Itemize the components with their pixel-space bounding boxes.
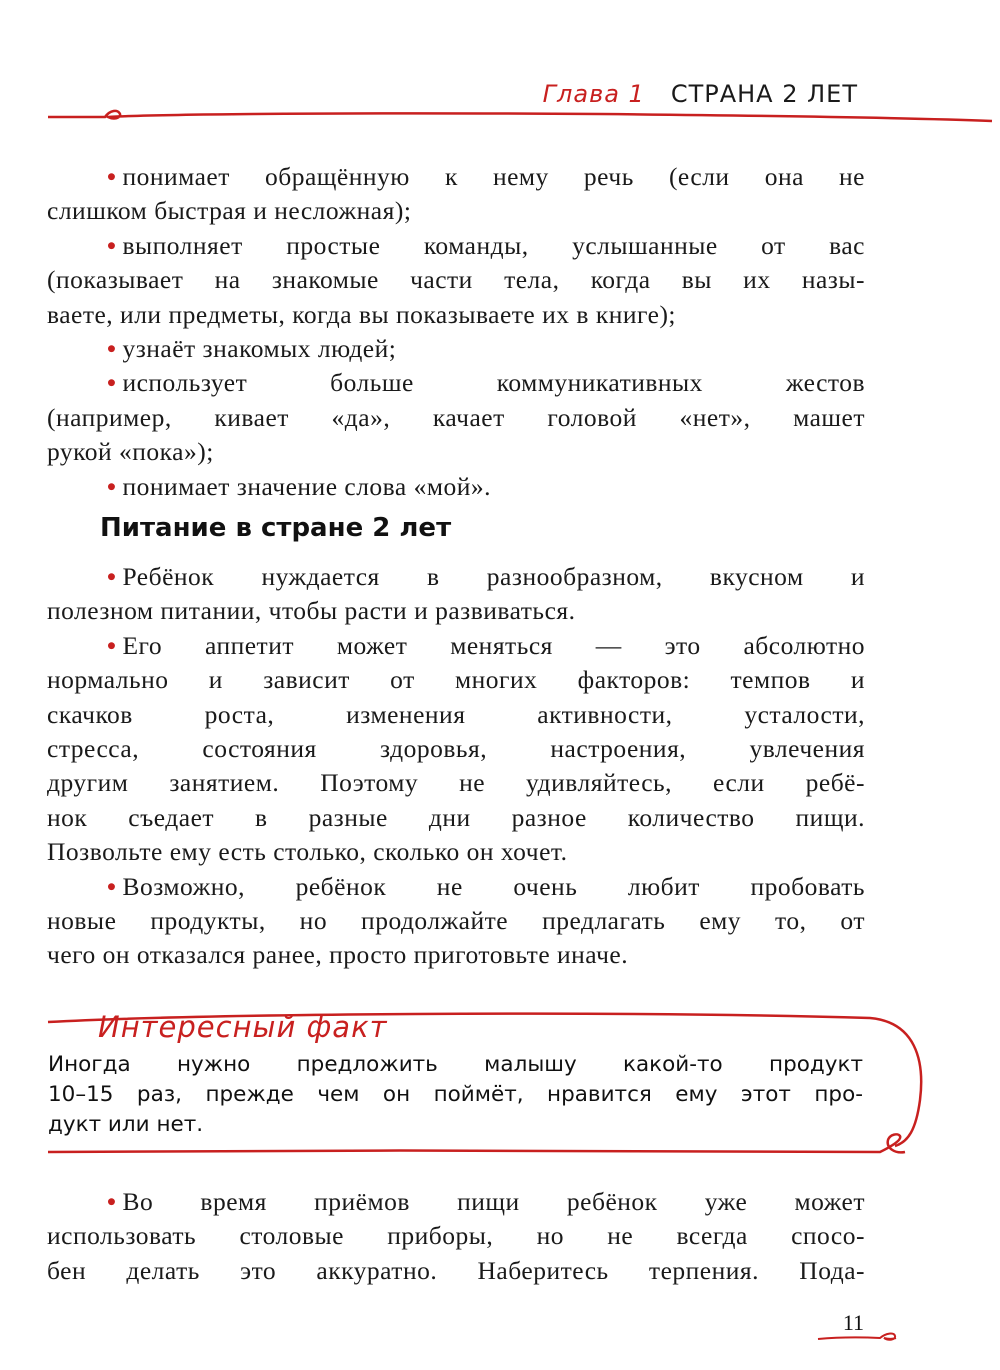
fact-text: [48, 1050, 863, 1140]
bullet-list-nutrition: [47, 560, 865, 973]
fact-line: дукт или нет.: [48, 1112, 204, 1137]
page-number-rule: [0, 1325, 1000, 1355]
list-item-line: чего он отказался ранее, просто приготовьте иначе.: [47, 940, 629, 970]
bullet-icon: •: [107, 562, 117, 591]
bullet-icon: •: [107, 871, 117, 901]
list-item: [47, 1185, 865, 1288]
list-item: [47, 160, 865, 229]
list-item: [47, 229, 865, 332]
list-item-line: использовать столовые приборы, но не всегда спосо-: [47, 1221, 865, 1251]
chapter-label: Глава 1: [542, 80, 645, 108]
bullet-icon: •: [107, 162, 117, 191]
fact-line: Иногда нужно предложить малышу какой-то продукт: [48, 1052, 863, 1077]
list-item-line: рукой «пока»);: [47, 437, 214, 467]
list-item-line: слишком быстрая и несложная);: [47, 196, 412, 226]
list-item-line: полезном питании, чтобы расти и развиваться.: [47, 596, 576, 626]
bullet-icon: •: [107, 334, 117, 364]
list-item: [47, 366, 865, 469]
list-item-line: понимает обращённую к нему речь (если она не: [122, 162, 865, 191]
page-number: 11: [842, 1310, 864, 1335]
list-item-line: понимает значение слова «мой».: [122, 471, 491, 501]
list-item-line: использует больше коммуникативных жестов: [122, 368, 865, 398]
bullet-icon: •: [107, 230, 117, 260]
list-item: [47, 870, 865, 973]
fact-line: 10–15 раз, прежде чем он поймёт, нравится ему этот про-: [48, 1082, 863, 1107]
list-item-line: нок съедает в разные дни разное количество пищи.: [47, 802, 865, 832]
list-item-line: Во время приёмов пищи ребёнок уже может: [122, 1187, 865, 1216]
header-rule: [0, 100, 1000, 140]
list-item-line: скачков роста, изменения активности, усталости,: [47, 699, 865, 729]
bullet-list-top: [47, 160, 865, 504]
fact-title: Интересный факт: [98, 1010, 388, 1044]
bullet-icon: •: [107, 368, 117, 398]
list-item: [47, 560, 865, 629]
list-item: [47, 332, 865, 366]
list-item-line: Ребёнок нуждается в разнообразном, вкусном и: [122, 562, 865, 591]
list-item-line: узнаёт знакомых людей;: [122, 334, 397, 364]
list-item-line: нормально и зависит от многих факторов: темпов и: [47, 665, 865, 695]
list-item-line: новые продукты, но продолжайте предлагать ему то, от: [47, 906, 865, 936]
bullet-list-bottom: [47, 1185, 865, 1288]
bullet-icon: •: [107, 471, 117, 501]
list-item-line: другим занятием. Поэтому не удивляйтесь, если ребё-: [47, 768, 865, 798]
list-item-line: выполняет простые команды, услышанные от вас: [122, 230, 865, 260]
bullet-icon: •: [107, 1187, 117, 1216]
chapter-title: СТРАНА 2 ЛЕТ: [670, 80, 858, 108]
list-item-line: Возможно, ребёнок не очень любит пробовать: [122, 871, 865, 901]
section-heading: Питание в стране 2 лет: [100, 513, 452, 543]
list-item-line: Его аппетит может меняться — это абсолютно: [122, 630, 865, 660]
list-item-line: (показывает на знакомые части тела, когда вы их назы-: [47, 265, 865, 295]
list-item: [47, 629, 865, 870]
list-item-line: ваете, или предметы, когда вы показываете их в книге);: [47, 299, 677, 329]
list-item-line: стресса, состояния здоровья, настроения, увлечения: [47, 734, 865, 764]
list-item: [47, 470, 865, 504]
list-item-line: бен делать это аккуратно. Наберитесь терпения. Пода-: [47, 1255, 865, 1285]
list-item-line: Позвольте ему есть столько, сколько он хочет.: [47, 837, 568, 867]
bullet-icon: •: [107, 630, 117, 660]
list-item-line: (например, кивает «да», качает головой «нет», машет: [47, 402, 865, 432]
